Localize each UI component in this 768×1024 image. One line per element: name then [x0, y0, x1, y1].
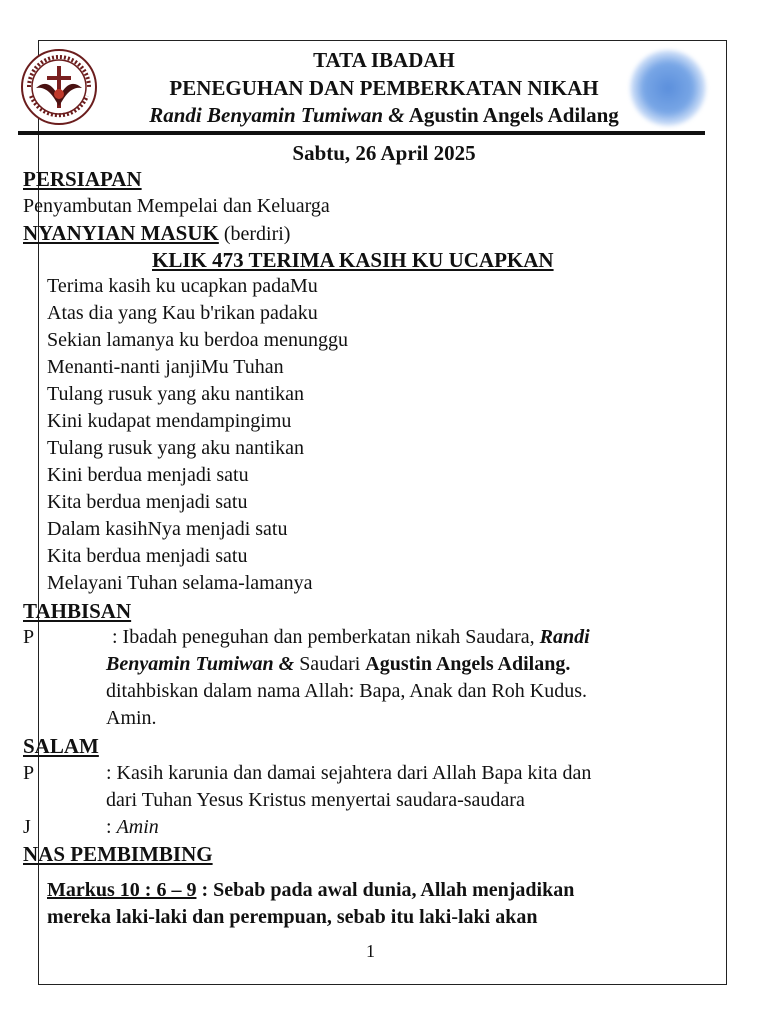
- heading-salam: SALAM: [23, 734, 99, 758]
- page-subtitle: PENEGUHAN DAN PEMBERKATAN NIKAH: [169, 76, 599, 100]
- header-rule: [18, 131, 705, 135]
- service-date: Sabtu, 26 April 2025: [292, 141, 476, 165]
- nyanyian-note: (berdiri): [223, 223, 291, 245]
- tahbisan-text: : Ibadah peneguhan dan pemberkatan nikah Saudara,: [112, 626, 535, 648]
- heading-nas-pembimbing: NAS PEMBIMBING: [23, 842, 213, 866]
- bride-name-bold: Agustin Angels Adilang.: [365, 653, 571, 675]
- groom-last-name: Benyamin Tumiwan &: [106, 653, 295, 675]
- speaker-p: P: [23, 626, 35, 648]
- heading-nyanyian-masuk: NYANYIAN MASUK: [23, 221, 219, 245]
- heading-persiapan: PERSIAPAN: [23, 167, 142, 191]
- ampersand: &: [388, 103, 405, 127]
- amin-response: Amin: [116, 816, 159, 838]
- lyric-line: Tulang rusuk yang aku nantikan: [47, 383, 305, 405]
- salam-response: [106, 816, 159, 839]
- tahbisan-line-4: Amin.: [106, 707, 157, 729]
- nas-text: : Sebab pada awal dunia, Allah menjadikan: [196, 879, 575, 901]
- lyric-line: Kini berdua menjadi satu: [47, 464, 249, 486]
- persiapan-text: Penyambutan Mempelai dan Keluarga: [23, 195, 330, 217]
- tahbisan-line-2: [106, 653, 570, 676]
- lyric-line: Dalam kasihNya menjadi satu: [47, 518, 288, 540]
- speaker-j: J: [23, 816, 31, 838]
- tahbisan-line-1: [112, 626, 590, 649]
- nas-line-1: [47, 879, 574, 902]
- nyanyian-heading-line: [23, 221, 290, 246]
- song-title: KLIK 473 TERIMA KASIH KU UCAPKAN: [152, 248, 554, 272]
- salam-line-1: : Kasih karunia dan damai sejahtera dari Allah Bapa kita dan: [106, 762, 592, 784]
- scripture-reference: Markus 10 : 6 – 9: [47, 879, 197, 901]
- salam-line-2: dari Tuhan Yesus Kristus menyertai saudara-saudara: [106, 789, 525, 811]
- lyric-line: Kita berdua menjadi satu: [47, 545, 248, 567]
- couple-names: [0, 103, 768, 128]
- lyric-line: Kini kudapat mendampingimu: [47, 410, 292, 432]
- nas-line-2: mereka laki-laki dan perempuan, sebab itu laki-laki akan: [47, 906, 538, 928]
- lyric-line: Tulang rusuk yang aku nantikan: [47, 437, 305, 459]
- groom-name: Randi Benyamin Tumiwan: [149, 103, 383, 127]
- heading-tahbisan: TAHBISAN: [23, 599, 132, 623]
- lyric-line: Melayani Tuhan selama-lamanya: [47, 572, 313, 594]
- page-title: TATA IBADAH: [313, 48, 455, 72]
- bride-name: Agustin Angels Adilang: [408, 103, 619, 127]
- tahbisan-line-3: ditahbiskan dalam nama Allah: Bapa, Anak dan Roh Kudus.: [106, 680, 588, 702]
- lyric-line: Kita berdua menjadi satu: [47, 491, 248, 513]
- lyric-line: Terima kasih ku ucapkan padaMu: [47, 275, 318, 297]
- saudari-word: Saudari: [299, 653, 361, 675]
- lyric-line: Sekian lamanya ku berdoa menunggu: [47, 329, 349, 351]
- lyric-line: Menanti-nanti janjiMu Tuhan: [47, 356, 284, 378]
- page-number: 1: [366, 941, 375, 961]
- groom-first-name: Randi: [539, 626, 590, 648]
- lyric-line: Atas dia yang Kau b'rikan padaku: [47, 302, 318, 324]
- speaker-p: P: [23, 762, 35, 784]
- colon: :: [106, 816, 112, 838]
